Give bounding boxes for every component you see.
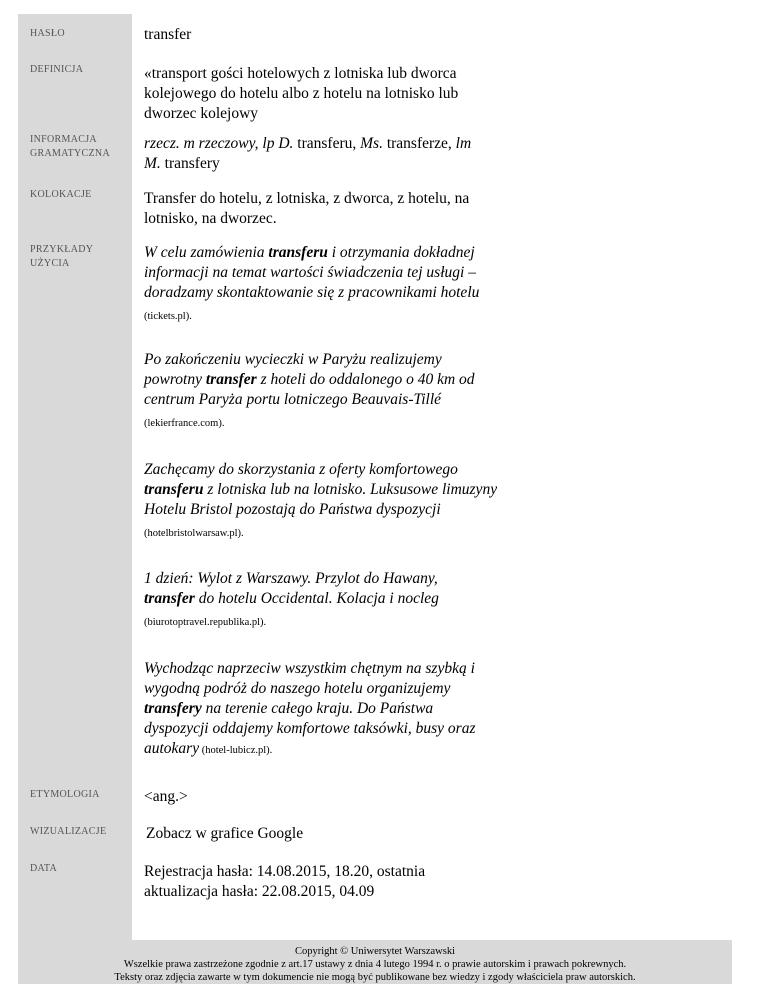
example-3-text-cont: z lotniska lub na lotnisko. Luksusowe limuzyny Hotelu Bristol pozostają do Państwa dyspozycji bbox=[144, 481, 498, 518]
label-gramatyka-line2: GRAMATYCZNA bbox=[30, 148, 110, 159]
google-images-link[interactable]: Zobacz w grafice Google bbox=[146, 825, 304, 842]
gram-part2: transferu, bbox=[293, 135, 361, 152]
value-gramatyka bbox=[144, 134, 479, 174]
example-4-keyword: transfer bbox=[144, 590, 195, 607]
example-4-text: 1 dzień: Wylot z Warszawy. Przylot do Hawany, bbox=[144, 570, 438, 587]
example-5-source: (hotel-lubicz.pl). bbox=[199, 745, 273, 756]
example-5-keyword: transfery bbox=[144, 700, 202, 717]
example-2-keyword: transfer bbox=[205, 371, 257, 388]
footer-line-1: Copyright © Uniwersytet Warszawski bbox=[294, 946, 456, 957]
value-data: Rejestracja hasła: 14.08.2015, 18.20, ostatnia aktualizacja hasła: 22.08.2015, 04.09 bbox=[144, 863, 426, 900]
example-4-source: (biurotoptravel.republika.pl). bbox=[144, 617, 267, 628]
example-1-keyword: transferu bbox=[268, 244, 328, 261]
label-definicja: DEFINICJA bbox=[30, 64, 84, 75]
example-3-text: Zachęcamy do skorzystania z oferty komfortowego bbox=[144, 461, 458, 478]
example-5-text: Wychodząc naprzeciw wszystkim chętnym na szybką i wygodną podróż do naszego hotelu organizujemy bbox=[144, 660, 475, 697]
label-gramatyka-line1: INFORMACJA bbox=[30, 134, 97, 145]
example-2-text-cont: z hoteli do oddalonego o 40 km od centrum Paryża portu lotniczego Beauvais-Tillé bbox=[144, 371, 475, 408]
example-2-source: (lekierfrance.com). bbox=[144, 418, 225, 429]
example-1 bbox=[144, 243, 489, 327]
example-1-text: W celu zamówienia bbox=[144, 244, 269, 261]
label-przyklady-line2: UŻYCIA bbox=[30, 258, 70, 269]
label-haslo: HASŁO bbox=[30, 28, 65, 39]
copyright-footer bbox=[18, 940, 732, 984]
example-2-text: Po zakończeniu wycieczki w Paryżu realizujemy powrotny bbox=[144, 351, 442, 388]
gram-part5: lm M. bbox=[144, 135, 472, 172]
value-etymologia: <ang.> bbox=[144, 788, 188, 805]
gram-part4: transferze, bbox=[382, 135, 456, 152]
label-przyklady bbox=[30, 243, 130, 271]
example-1-text-cont: i otrzymania dokładnej informacji na temat wartości świadczenia tej usługi – doradzamy skontaktowanie się z pracownikami hotelu bbox=[144, 244, 480, 301]
example-3-source: (hotelbristolwarsaw.pl). bbox=[144, 528, 244, 539]
example-4 bbox=[144, 569, 454, 633]
example-1-source: (tickets.pl). bbox=[144, 311, 192, 322]
example-5-text-cont: na terenie całego kraju. Do Państwa dyspozycji oddajemy komfortowe taksówki, busy oraz autokary bbox=[144, 700, 476, 757]
label-przyklady-line1: PRZYKŁADY bbox=[30, 244, 94, 255]
example-3 bbox=[144, 460, 499, 544]
example-4-text-cont: do hotelu Occidental. Kolacja i nocleg bbox=[194, 590, 439, 607]
footer-line-2: Wszelkie prawa zastrzeżone zgodnie z art.17 ustawy z dnia 4 lutego 1994 r. o prawie autorskim i prawach pokrewnych. bbox=[123, 959, 627, 970]
footer-line-3: Teksty oraz zdjęcia zawarte w tym dokumencie nie mogą być publikowane bez wiedzy i zgody właściciela praw autorskich. bbox=[114, 972, 636, 983]
label-gramatyka bbox=[30, 133, 130, 161]
value-haslo: transfer bbox=[144, 26, 192, 43]
gram-part1: rzecz. m rzeczowy, lp D. bbox=[144, 135, 294, 152]
example-5 bbox=[144, 659, 479, 761]
example-3-keyword: transferu bbox=[144, 481, 204, 498]
gram-part6: transfery bbox=[160, 155, 220, 172]
example-2 bbox=[144, 350, 479, 434]
label-kolokacje: KOLOKACJE bbox=[30, 189, 92, 200]
gram-part3: Ms. bbox=[360, 135, 383, 152]
label-data: DATA bbox=[30, 863, 58, 874]
label-etymologia: ETYMOLOGIA bbox=[30, 789, 100, 800]
value-definicja: «transport gości hotelowych z lotniska lub dworca kolejowego do hotelu albo z hotelu na lotnisko lub dworzec kolejowy bbox=[144, 65, 459, 122]
value-kolokacje: Transfer do hotelu, z lotniska, z dworca, z hotelu, na lotnisko, na dworzec. bbox=[144, 190, 470, 227]
label-wizualizacje: WIZUALIZACJE bbox=[30, 826, 107, 837]
